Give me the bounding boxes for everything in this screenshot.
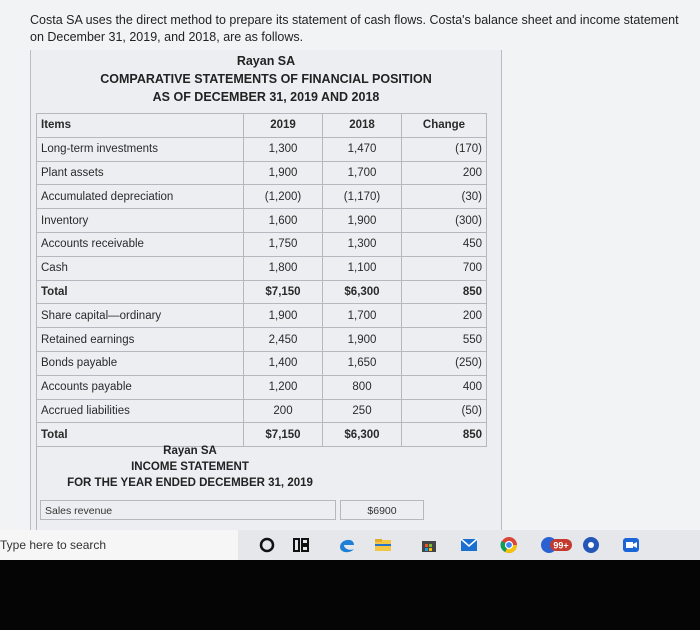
income-period: FOR THE YEAR ENDED DECEMBER 31, 2019: [67, 477, 313, 489]
table-row: [37, 161, 487, 185]
table-header-row: [37, 114, 487, 138]
income-title: INCOME STATEMENT: [131, 461, 249, 473]
row-value-2019: 2,450: [244, 328, 323, 352]
row-value-2018: 1,300: [323, 232, 402, 256]
row-value-2018: (1,170): [323, 185, 402, 209]
taskbar-search-box[interactable]: Type here to search: [0, 530, 238, 560]
row-value-2019: $7,150: [244, 423, 323, 447]
mail-icon[interactable]: [460, 536, 478, 554]
row-item-label: Accumulated depreciation: [37, 185, 244, 209]
header-change: Change: [402, 114, 487, 138]
chrome-icon[interactable]: [500, 536, 518, 554]
row-value-2018: 1,100: [323, 256, 402, 280]
row-value-2018: 800: [323, 375, 402, 399]
table-row: [37, 304, 487, 328]
row-item-label: Retained earnings: [37, 328, 244, 352]
statement-date: AS OF DECEMBER 31, 2019 AND 2018: [152, 90, 380, 104]
row-value-2019: 1,300: [244, 137, 323, 161]
row-change-value[interactable]: (30): [402, 185, 487, 209]
row-value-2018: 1,470: [323, 137, 402, 161]
row-item-label: Bonds payable: [37, 351, 244, 375]
row-item-label: Accrued liabilities: [37, 399, 244, 423]
edge-icon[interactable]: [338, 536, 356, 554]
position-table: [36, 113, 487, 447]
row-value-2019: 1,800: [244, 256, 323, 280]
row-change-value[interactable]: (50): [402, 399, 487, 423]
table-row: [37, 209, 487, 233]
row-item-label: Accounts receivable: [37, 232, 244, 256]
row-value-2019: 200: [244, 399, 323, 423]
row-item-label: Cash: [37, 256, 244, 280]
task-view-icon[interactable]: [292, 536, 310, 554]
statement-title: COMPARATIVE STATEMENTS OF FINANCIAL POSITION: [100, 72, 432, 86]
table-row: [37, 280, 487, 304]
row-item-label: Inventory: [37, 209, 244, 233]
row-change-value[interactable]: (170): [402, 137, 487, 161]
table-row: [37, 185, 487, 209]
row-value-2019: 1,400: [244, 351, 323, 375]
row-item-label: Accounts payable: [37, 375, 244, 399]
row-change-value[interactable]: 550: [402, 328, 487, 352]
header-2018: 2018: [323, 114, 402, 138]
teams-icon[interactable]: [582, 536, 600, 554]
row-change-value[interactable]: (250): [402, 351, 487, 375]
table-row: [37, 256, 487, 280]
sales-revenue-label: Sales revenue: [40, 500, 336, 520]
sales-revenue-value[interactable]: $6900: [340, 500, 424, 520]
header-2019: 2019: [244, 114, 323, 138]
row-value-2018: 1,900: [323, 328, 402, 352]
row-value-2019: $7,150: [244, 280, 323, 304]
header-items: Items: [37, 114, 244, 138]
taskbar: [0, 530, 700, 560]
company-name: Rayan SA: [236, 54, 296, 68]
file-explorer-icon[interactable]: [374, 536, 392, 554]
row-change-value[interactable]: (300): [402, 209, 487, 233]
row-value-2019: 1,750: [244, 232, 323, 256]
video-app-icon[interactable]: [622, 536, 640, 554]
row-change-value[interactable]: 850: [402, 280, 487, 304]
income-company: Rayan SA: [163, 445, 217, 457]
problem-intro: Costa SA uses the direct method to prepare its statement of cash flows. Costa's balance sheet and income statement on December 31, 2019, and 2018, are as follows.: [30, 13, 679, 44]
row-change-value[interactable]: 450: [402, 232, 487, 256]
badge-count: 99+: [553, 540, 569, 551]
row-value-2018: 1,700: [323, 304, 402, 328]
row-value-2018: 250: [323, 399, 402, 423]
row-value-2019: 1,600: [244, 209, 323, 233]
monitor-bezel: [0, 560, 700, 630]
table-row: [37, 232, 487, 256]
row-value-2019: 1,900: [244, 161, 323, 185]
row-item-label: Share capital—ordinary: [37, 304, 244, 328]
row-value-2018: $6,300: [323, 280, 402, 304]
row-value-2019: (1,200): [244, 185, 323, 209]
income-row-sales: [40, 500, 440, 522]
row-value-2018: $6,300: [323, 423, 402, 447]
table-row: [37, 137, 487, 161]
row-change-value[interactable]: 200: [402, 304, 487, 328]
row-change-value[interactable]: 700: [402, 256, 487, 280]
table-row: [37, 328, 487, 352]
store-icon[interactable]: [420, 536, 438, 554]
table-row: [37, 351, 487, 375]
row-change-value[interactable]: 850: [402, 423, 487, 447]
row-change-value[interactable]: 200: [402, 161, 487, 185]
row-value-2019: 1,900: [244, 304, 323, 328]
cortana-icon[interactable]: [258, 536, 276, 554]
row-item-label: Total: [37, 280, 244, 304]
row-item-label: Total: [37, 423, 244, 447]
row-value-2018: 1,700: [323, 161, 402, 185]
table-row: [37, 399, 487, 423]
row-value-2018: 1,650: [323, 351, 402, 375]
row-value-2019: 1,200: [244, 375, 323, 399]
row-value-2018: 1,900: [323, 209, 402, 233]
row-change-value[interactable]: 400: [402, 375, 487, 399]
row-item-label: Plant assets: [37, 161, 244, 185]
row-item-label: Long-term investments: [37, 137, 244, 161]
table-row: [37, 375, 487, 399]
badge-app-icon[interactable]: [540, 536, 572, 554]
